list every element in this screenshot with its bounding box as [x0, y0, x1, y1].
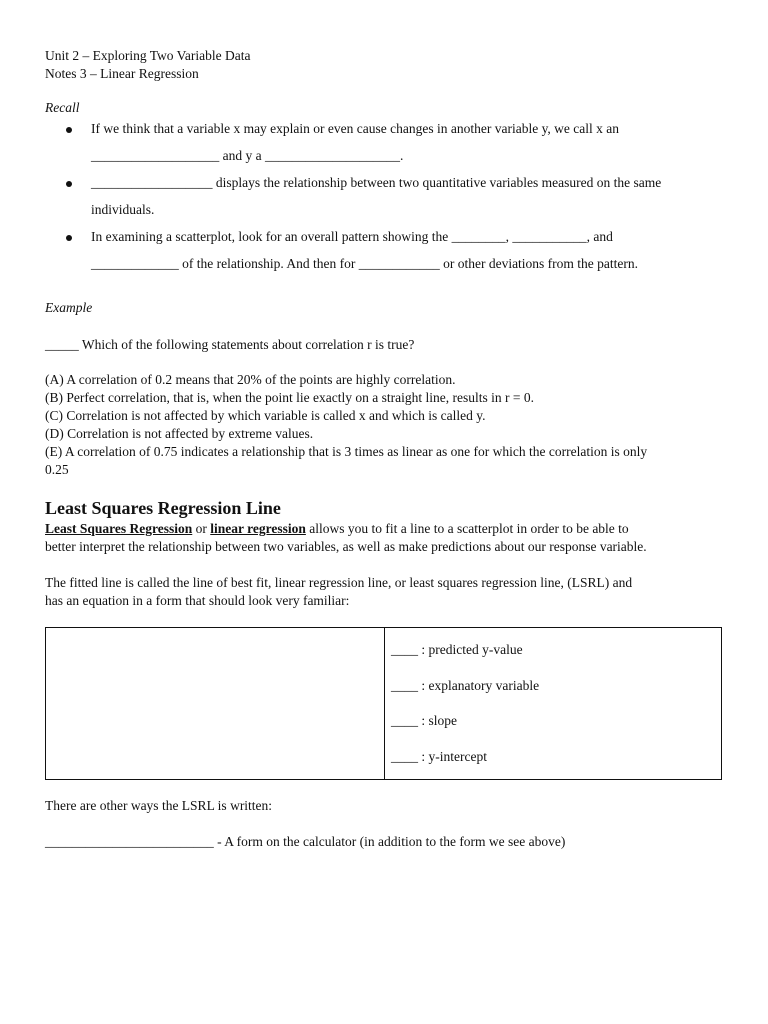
recall-bullet-3-line-2: _____________ of the relationship. And then for ____________ or other deviations from the pattern. — [91, 256, 639, 271]
intro-or: or — [192, 521, 211, 536]
recall-bullet-1-line-2: ___________________ and y a ____________________. — [91, 148, 404, 163]
bullet-icon — [66, 127, 72, 133]
fitted-line-text-1: The fitted line is called the line of best fit, linear regression line, or least squares regression line, (LSRL) and — [45, 575, 633, 590]
lsrl-heading: Least Squares Regression Line — [45, 498, 281, 518]
bullet-icon — [66, 235, 72, 241]
calculator-form-text: _________________________ - A form on the calculator (in addition to the form we see above) — [45, 834, 566, 849]
example-option-d: (D) Correlation is not affected by extreme values. — [45, 426, 314, 441]
example-option-b: (B) Perfect correlation, that is, when the point lie exactly on a straight line, results in r = 0. — [45, 390, 534, 405]
table-divider — [384, 628, 385, 779]
lsrl-intro-line-2: better interpret the relationship between two variables, as well as make predictions about our response variable. — [45, 539, 647, 554]
recall-label: Recall — [45, 100, 80, 115]
example-option-e: (E) A correlation of 0.75 indicates a relationship that is 3 times as linear as one for which the correlation is only — [45, 444, 648, 459]
lsrl-intro-line-1 — [45, 521, 629, 537]
example-question: _____ Which of the following statements about correlation r is true? — [45, 337, 415, 352]
intro-rest: allows you to fit a line to a scatterplot in order to be able to — [305, 521, 629, 536]
unit-title: Unit 2 – Exploring Two Variable Data — [45, 48, 251, 63]
fitted-line-text-2: has an equation in a form that should look very familiar: — [45, 593, 350, 608]
other-ways-text: There are other ways the LSRL is written: — [45, 798, 273, 813]
notes-title: Notes 3 – Linear Regression — [45, 66, 199, 81]
term-linear-regression: linear regression — [210, 521, 306, 536]
bullet-icon — [66, 181, 72, 187]
definition-y-intercept: ____ : y-intercept — [391, 749, 487, 764]
example-option-e-continued: 0.25 — [45, 462, 69, 477]
term-least-squares-regression: Least Squares Regression — [45, 521, 193, 536]
recall-bullet-1-line-1: If we think that a variable x may explain or even cause changes in another variable y, we call x an — [91, 121, 620, 136]
recall-bullet-2-line-2: individuals. — [91, 202, 155, 217]
example-label: Example — [45, 300, 93, 315]
example-option-c: (C) Correlation is not affected by which variable is called x and which is called y. — [45, 408, 486, 423]
recall-bullet-2-line-1: __________________ displays the relationship between two quantitative variables measured on the same — [91, 175, 662, 190]
definition-predicted-y: ____ : predicted y-value — [391, 642, 523, 657]
definition-slope: ____ : slope — [391, 713, 457, 728]
example-option-a: (A) A correlation of 0.2 means that 20% of the points are highly correlation. — [45, 372, 456, 387]
recall-bullet-3-line-1: In examining a scatterplot, look for an overall pattern showing the ________, ___________, and — [91, 229, 613, 244]
lsrl-equation-table — [45, 627, 722, 780]
definition-explanatory-variable: ____ : explanatory variable — [391, 678, 540, 693]
